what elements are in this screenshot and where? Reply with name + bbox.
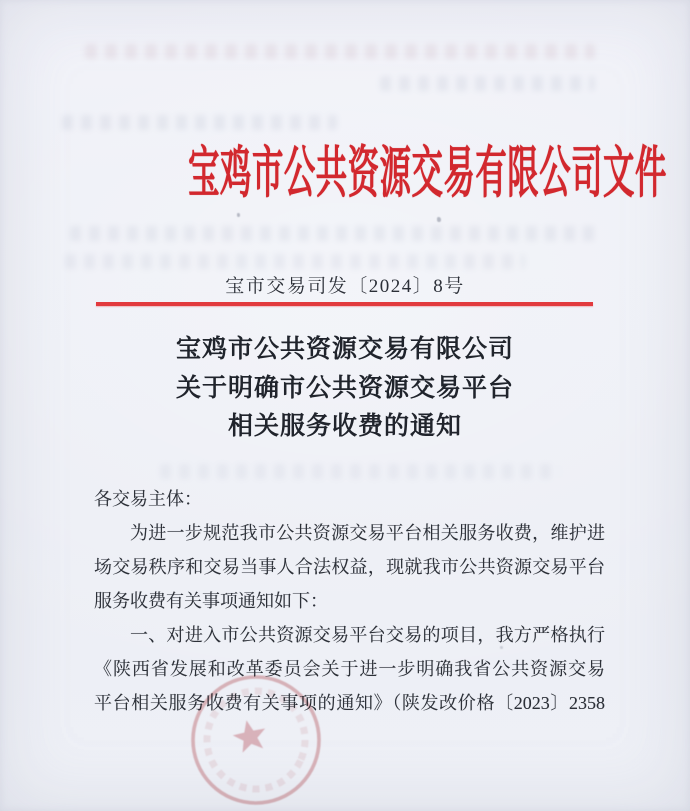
body-line: 为进一步规范我市公共资源交易平台相关服务收费，维护进	[130, 523, 605, 543]
bleedthrough-smudge	[160, 464, 560, 479]
notice-title-line: 关于明确市公共资源交易平台	[175, 374, 514, 402]
document-number: 宝市交易司发〔2024〕8号	[225, 276, 465, 297]
notice-title-line: 宝鸡市公共资源交易有限公司	[175, 336, 514, 363]
notice-title	[0, 331, 690, 447]
bleedthrough-smudge	[70, 226, 600, 241]
scan-speck	[437, 217, 441, 222]
bleedthrough-smudge	[85, 44, 595, 59]
notice-title-line: 相关服务收费的通知	[227, 413, 462, 440]
bleedthrough-smudge	[380, 76, 595, 91]
scan-speck	[237, 213, 240, 217]
body-text	[94, 482, 605, 720]
body-line: 场交易秩序和交易当事人合法权益，现就我市公共资源交易平台	[94, 557, 605, 577]
body-line: 一、对进入市公共资源交易平台交易的项目，我方严格执行	[130, 625, 605, 645]
star-icon	[230, 717, 269, 754]
red-divider-rule	[96, 302, 593, 306]
bleedthrough-smudge	[62, 115, 337, 130]
red-letterhead-text: 宝鸡市公共资源交易有限公司文件	[188, 143, 667, 205]
body-line: 平台相关服务收费有关事项的通知》（陕发改价格〔2023〕2358	[94, 693, 605, 713]
salutation-line: 各交易主体：	[94, 489, 202, 509]
body-line: 服务收费有关事项通知如下：	[94, 591, 328, 611]
red-letterhead-title	[0, 143, 690, 205]
bleedthrough-smudge	[65, 254, 525, 269]
body-line: 《陕西省发展和改革委员会关于进一步明确我省公共资源交易	[94, 659, 605, 679]
